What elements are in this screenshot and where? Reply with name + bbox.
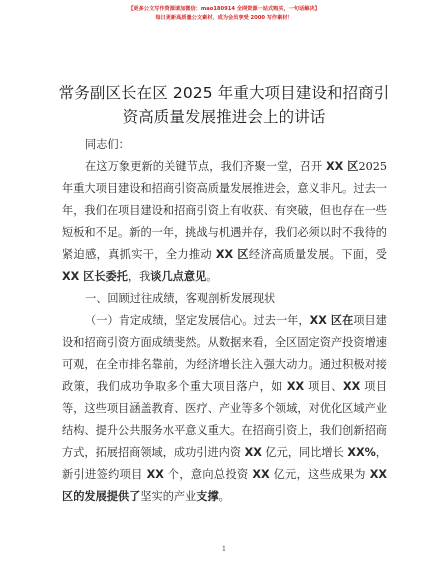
bold-run: XX 区 [325,160,359,173]
bold-run: 支撑 [196,490,219,503]
bold-run: XX 区 [215,248,249,261]
bold-run: 谈几点意见 [150,270,207,283]
bold-run: XX [252,468,270,481]
text-run: 项目建设和招商引资方面成绩斐然。从数据来看，全区固定资产投资增速可观，在全市排名靠前，为经济增长注入强大动力。通过积极对接政策，我们成功争取多个重大项目落户，如 [62,314,387,393]
text-run: 经济高质量发展。下面，受 [248,248,387,261]
text-run: 。 [218,490,230,503]
text-run: 。 [206,270,218,283]
document-title: 常务副区长在区 2025 年重大项目建设和招商引资高质量发展推进会上的讲话 [58,84,390,126]
text-run: 亿元，这些成果为 [269,468,370,481]
bold-run: XX [286,380,305,393]
page-number: 1 [221,545,227,553]
bold-run: XX [244,446,262,459]
promo-banner-line-2: 每日更新高质量公文素材，成为会员享受 2000 写作素材！ [155,15,293,21]
paragraph-achievements [62,310,387,508]
paragraph-intro [62,156,387,288]
text-run: 2025 年重大项目建设和招商引资高质量发展推进会，意义非凡。过去一年，我们在项目建设和招商引资上有收获、有突破，但也存在一些短板和不足。新的一年，挑战与机遇并存，我们必须以时不我待的紧迫感，真抓实干，全力推动 [62,160,387,261]
bold-run: XX [146,468,164,481]
bold-run: XX 区的发展提供了 [62,468,387,503]
text-run: 亿元，同比增长 [261,446,348,459]
text-run: 坚实的产业 [140,490,197,503]
promo-banner [0,5,448,23]
section-heading-1: 一、回顾过往成绩，客观剖析发展现状 [85,292,276,305]
bold-run: XX [342,380,361,393]
bold-run: XX 区长委托 [62,270,128,283]
text-run: 项目、 [304,380,343,393]
promo-banner-line-1: 【更多公文写作资源请加微信：mao180914 全网资源一站式购买，一句话解决】 [128,6,320,12]
text-run: 项目等，这些项目涵盖教育、医疗、产业等多个领域，对优化区域产业结构、提升公共服务水平意义重大。在招商引资上，我们创新招商方式，拓展招商领域，成功引进内资 [62,380,388,459]
text-run: ，新引进签约项目 [62,446,387,481]
salutation: 同志们： [85,138,130,151]
text-run: （一）肯定成绩，坚定发展信心。过去一年， [85,314,310,327]
bold-run: XX 区在 [309,314,354,327]
text-run: 在这万象更新的关键节点，我们齐聚一堂，召开 [85,160,326,173]
text-run: 个，意向总投资 [163,468,253,481]
bold-run: XX% [347,446,376,459]
text-run: ，我 [127,270,151,283]
